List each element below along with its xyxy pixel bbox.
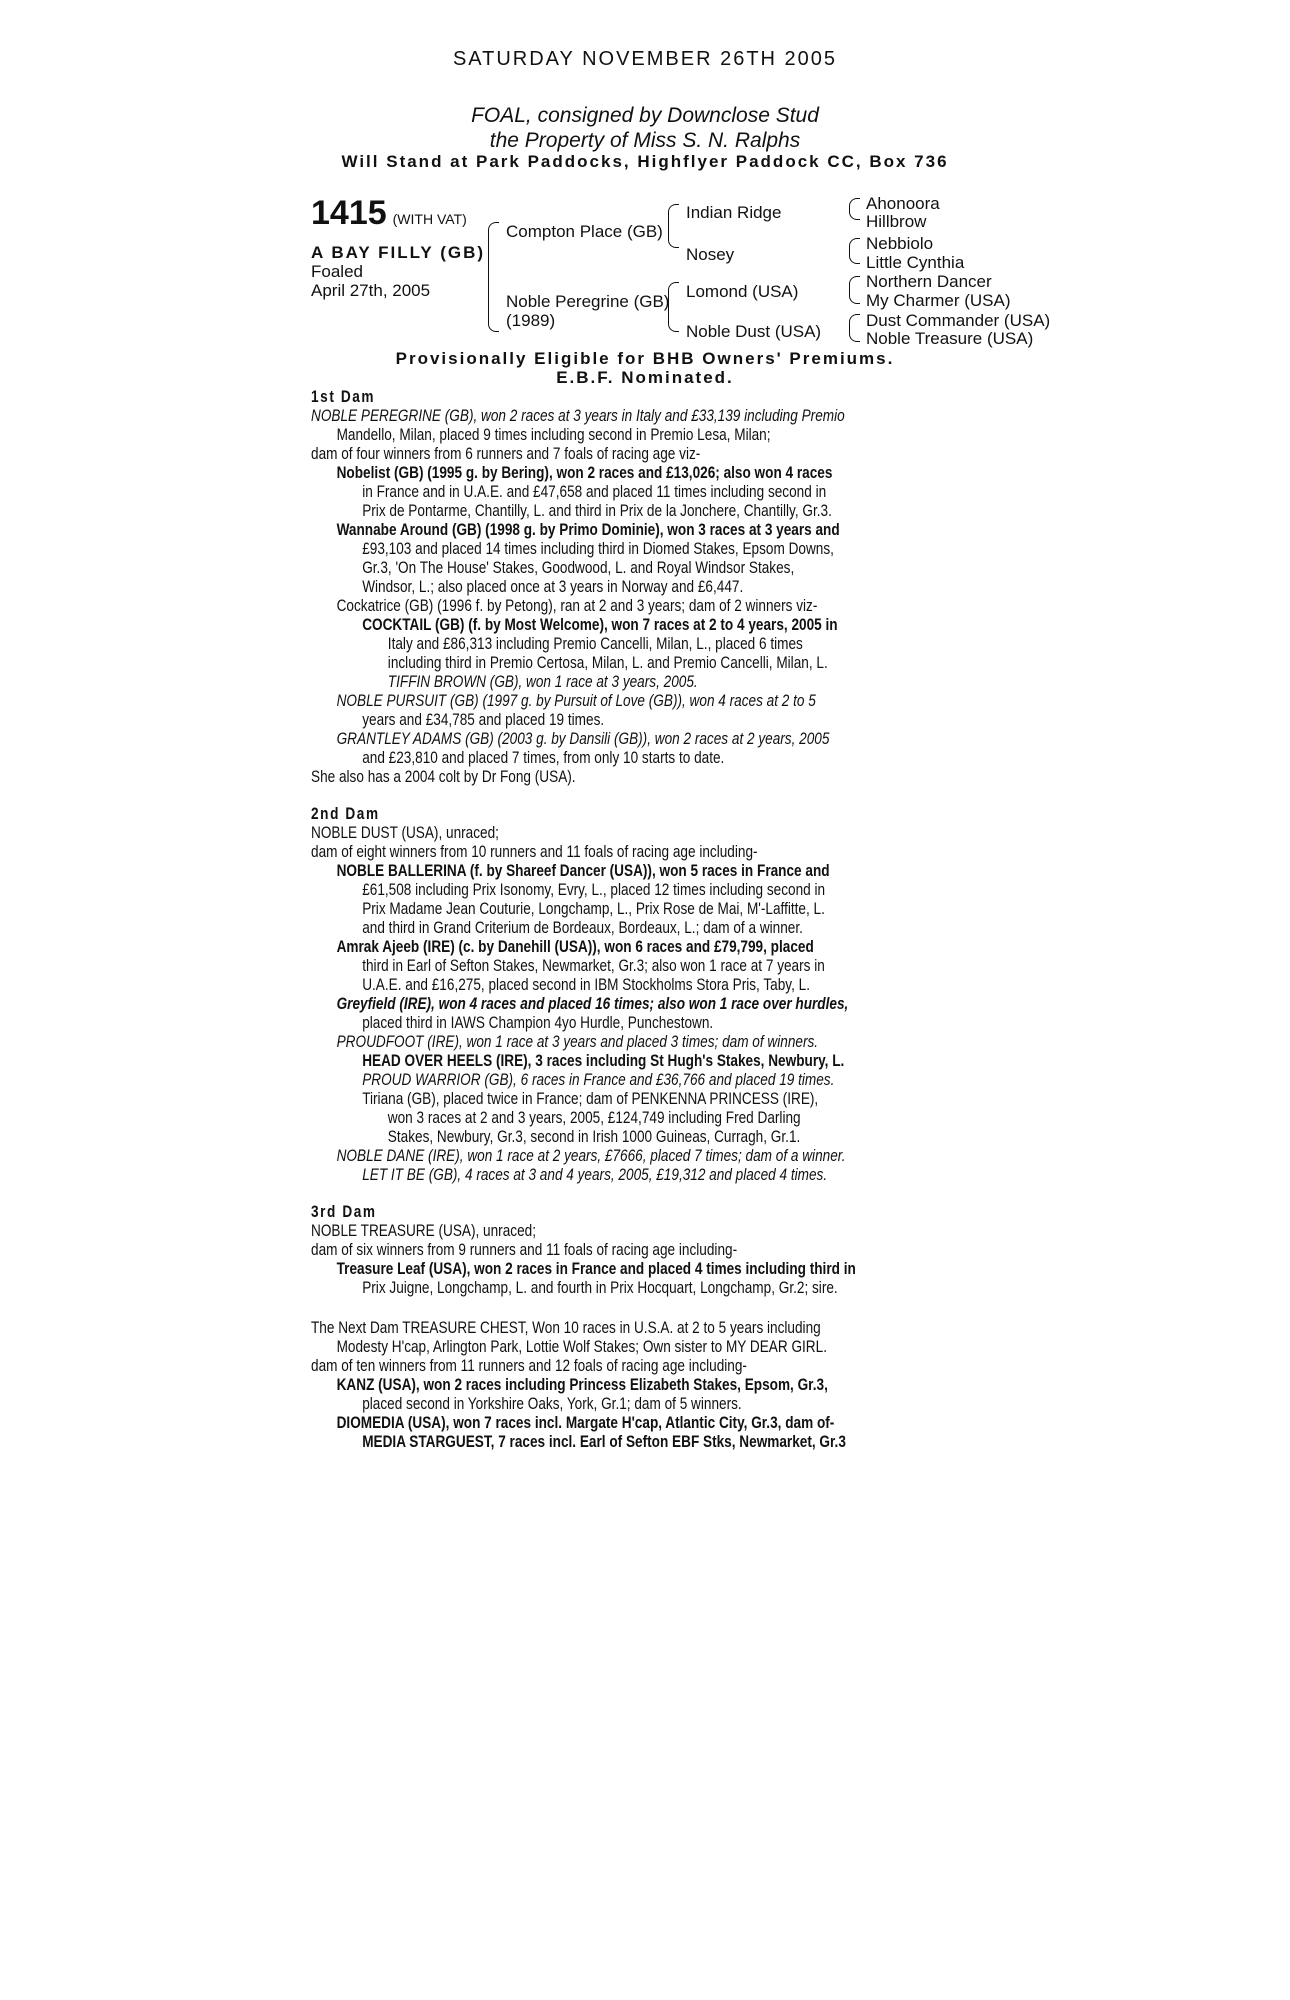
dam-line: dam of eight winners from 10 runners and 11 foals of racing age including- <box>311 842 758 861</box>
horse-description <box>311 243 485 300</box>
vat-note: (WITH VAT) <box>392 211 467 227</box>
pedigree-dam-year: (1989) <box>506 311 556 330</box>
progeny-line: NOBLE BALLERINA (f. by Shareef Dancer (USA)), won 5 races in France and <box>336 861 830 880</box>
dam-line: NOBLE PEREGRINE (GB), won 2 races at 3 years in Italy and £33,139 including Premio <box>311 406 845 425</box>
progeny-line: U.A.E. and £16,275, placed second in IBM Stockholms Stora Pris, Taby, L. <box>362 975 810 994</box>
progeny-line: DIOMEDIA (USA), won 7 races incl. Margate H'cap, Atlantic City, Gr.3, dam of- <box>336 1413 835 1432</box>
progeny-line: Windsor, L.; also placed once at 3 years in Norway and £6,447. <box>362 577 744 596</box>
dam-line: Modesty H'cap, Arlington Park, Lottie Wolf Stakes; Own sister to MY DEAR GIRL. <box>336 1337 827 1356</box>
progeny-line: Amrak Ajeeb (IRE) (c. by Danehill (USA)), won 6 races and £79,799, placed <box>336 937 814 956</box>
stand-location: Will Stand at Park Paddocks, Highflyer Paddock CC, Box 736 <box>341 152 949 171</box>
lot-number-block <box>311 194 467 233</box>
next-dam-section <box>311 1318 903 1451</box>
progeny-line: NOBLE PURSUIT (GB) (1997 g. by Pursuit of Love (GB)), won 4 races at 2 to 5 <box>336 691 816 710</box>
pedigree-bracket-sire <box>668 204 679 248</box>
progeny-line: placed third in IAWS Champion 4yo Hurdle, Punchestown. <box>362 1013 714 1032</box>
pedigree-sire: Compton Place (GB) <box>506 222 663 241</box>
progeny-line: PROUDFOOT (IRE), won 1 race at 3 years and placed 3 times; dam of winners. <box>336 1032 819 1051</box>
pedigree-dss: Northern Dancer <box>866 272 992 291</box>
progeny-line: Wannabe Around (GB) (1998 g. by Primo Dominie), won 3 races at 3 years and <box>336 520 840 539</box>
foaled-date: April 27th, 2005 <box>311 281 431 300</box>
progeny-line: KANZ (USA), won 2 races including Princess Elizabeth Stakes, Epsom, Gr.3, <box>336 1375 828 1394</box>
progeny-line: and £23,810 and placed 7 times, from only 10 starts to date. <box>362 748 725 767</box>
pedigree-dam-sire: Lomond (USA) <box>686 282 799 301</box>
progeny-line: £61,508 including Prix Isonomy, Evry, L., placed 12 times including second in <box>362 880 826 899</box>
pedigree-sire-dam: Nosey <box>686 245 735 264</box>
second-dam-section <box>311 804 903 1184</box>
progeny-line: MEDIA STARGUEST, 7 races incl. Earl of Sefton EBF Stks, Newmarket, Gr.3 <box>362 1432 846 1451</box>
section-heading: 2nd Dam <box>311 804 380 823</box>
pedigree-dsd: My Charmer (USA) <box>866 291 1011 310</box>
dam-line: NOBLE TREASURE (USA), unraced; <box>311 1221 536 1240</box>
third-dam-section <box>311 1202 903 1297</box>
section-heading: 1st Dam <box>311 387 376 406</box>
progeny-line: Prix Madame Jean Couturie, Longchamp, L., Prix Rose de Mai, M'-Laffitte, L. <box>362 899 825 918</box>
pedigree-sss: Ahonoora <box>866 194 940 213</box>
pedigree-sds: Nebbiolo <box>866 234 934 253</box>
progeny-line: years and £34,785 and placed 19 times. <box>362 710 605 729</box>
progeny-line: Stakes, Newbury, Gr.3, second in Irish 1000 Guineas, Curragh, Gr.1. <box>387 1127 801 1146</box>
eligibility-line-2: E.B.F. Nominated. <box>556 368 734 387</box>
pedigree-sdd: Little Cynthia <box>866 253 965 272</box>
progeny-line: She also has a 2004 colt by Dr Fong (USA). <box>311 767 576 786</box>
progeny-line: won 3 races at 2 and 3 years, 2005, £124,749 including Fred Darling <box>387 1108 801 1127</box>
progeny-line: NOBLE DANE (IRE), won 1 race at 2 years, £7666, placed 7 times; dam of a winner. <box>336 1146 846 1165</box>
progeny-line: Cockatrice (GB) (1996 f. by Petong), ran at 2 and 3 years; dam of 2 winners viz- <box>336 596 818 615</box>
progeny-line: Prix de Pontarme, Chantilly, L. and third in Prix de la Jonchere, Chantilly, Gr.3. <box>362 501 832 520</box>
progeny-line: GRANTLEY ADAMS (GB) (2003 g. by Dansili (GB)), won 2 races at 2 years, 2005 <box>336 729 830 748</box>
first-dam-section <box>311 387 903 786</box>
dam-line: Mandello, Milan, placed 9 times including second in Premio Lesa, Milan; <box>336 425 771 444</box>
pedigree-ddd: Noble Treasure (USA) <box>866 329 1034 348</box>
progeny-line: HEAD OVER HEELS (IRE), 3 races including St Hugh's Stakes, Newbury, L. <box>362 1051 845 1070</box>
section-heading: 3rd Dam <box>311 1202 377 1221</box>
progeny-line: third in Earl of Sefton Stakes, Newmarket, Gr.3; also won 1 race at 7 years in <box>362 956 825 975</box>
progeny-line: PROUD WARRIOR (GB), 6 races in France and £36,766 and placed 19 times. <box>362 1070 835 1089</box>
pedigree-bracket-ds <box>849 276 860 304</box>
sale-date: SATURDAY NOVEMBER 26TH 2005 <box>452 48 838 70</box>
progeny-line: Greyfield (IRE), won 4 races and placed 16 times; also won 1 race over hurdles, <box>336 994 849 1013</box>
consignor-line: FOAL, consigned by Downclose Stud <box>471 104 819 127</box>
progeny-line: LET IT BE (GB), 4 races at 3 and 4 years, 2005, £19,312 and placed 4 times. <box>362 1165 828 1184</box>
dam-line: The Next Dam TREASURE CHEST, Won 10 races in U.S.A. at 2 to 5 years including <box>311 1318 821 1337</box>
pedigree-bracket-ss <box>849 198 860 220</box>
progeny-line: Treasure Leaf (USA), won 2 races in France and placed 4 times including third in <box>336 1259 856 1278</box>
dam-line: dam of four winners from 6 runners and 7 foals of racing age viz- <box>311 444 701 463</box>
progeny-line: including third in Premio Certosa, Milan, L. and Premio Cancelli, Milan, L. <box>387 653 828 672</box>
foaled-label: Foaled <box>311 262 363 281</box>
pedigree-bracket-sd <box>849 238 860 264</box>
progeny-line: £93,103 and placed 14 times including third in Diomed Stakes, Epsom Downs, <box>362 539 834 558</box>
progeny-line: in France and in U.A.E. and £47,658 and placed 11 times including second in <box>362 482 827 501</box>
pedigree-ssd: Hillbrow <box>866 212 927 231</box>
progeny-line: Italy and £86,313 including Premio Cancelli, Milan, L., placed 6 times <box>387 634 803 653</box>
pedigree-dam: Noble Peregrine (GB) <box>506 292 670 311</box>
pedigree-bracket-dd <box>849 314 860 342</box>
eligibility-line-1: Provisionally Eligible for BHB Owners' Premiums. <box>395 349 895 368</box>
lot-number: 1415 <box>311 194 387 232</box>
horse-name: A BAY FILLY (GB) <box>311 243 486 262</box>
progeny-line: and third in Grand Criterium de Bordeaux, Bordeaux, L.; dam of a winner. <box>362 918 803 937</box>
pedigree-sire-sire: Indian Ridge <box>686 203 782 222</box>
pedigree-dds: Dust Commander (USA) <box>866 311 1051 330</box>
dam-line: dam of six winners from 9 runners and 11 foals of racing age including- <box>311 1240 738 1259</box>
progeny-line: COCKTAIL (GB) (f. by Most Welcome), won 7 races at 2 to 4 years, 2005 in <box>362 615 838 634</box>
progeny-line: Tiriana (GB), placed twice in France; dam of PENKENNA PRINCESS (IRE), <box>362 1089 819 1108</box>
progeny-line: Nobelist (GB) (1995 g. by Bering), won 2 races and £13,026; also won 4 races <box>336 463 833 482</box>
dam-line: dam of ten winners from 11 runners and 12 foals of racing age including- <box>311 1356 747 1375</box>
progeny-line: Prix Juigne, Longchamp, L. and fourth in Prix Hocquart, Longchamp, Gr.2; sire. <box>362 1278 838 1297</box>
progeny-line: placed second in Yorkshire Oaks, York, Gr.1; dam of 5 winners. <box>362 1394 742 1413</box>
pedigree-bracket-main <box>488 222 499 332</box>
property-line: the Property of Miss S. N. Ralphs <box>489 129 801 152</box>
pedigree-bracket-dam <box>668 282 679 332</box>
dam-line: NOBLE DUST (USA), unraced; <box>311 823 499 842</box>
progeny-line: TIFFIN BROWN (GB), won 1 race at 3 years, 2005. <box>387 672 698 691</box>
pedigree-dam-dam: Noble Dust (USA) <box>686 322 822 341</box>
progeny-line: Gr.3, 'On The House' Stakes, Goodwood, L. and Royal Windsor Stakes, <box>362 558 795 577</box>
